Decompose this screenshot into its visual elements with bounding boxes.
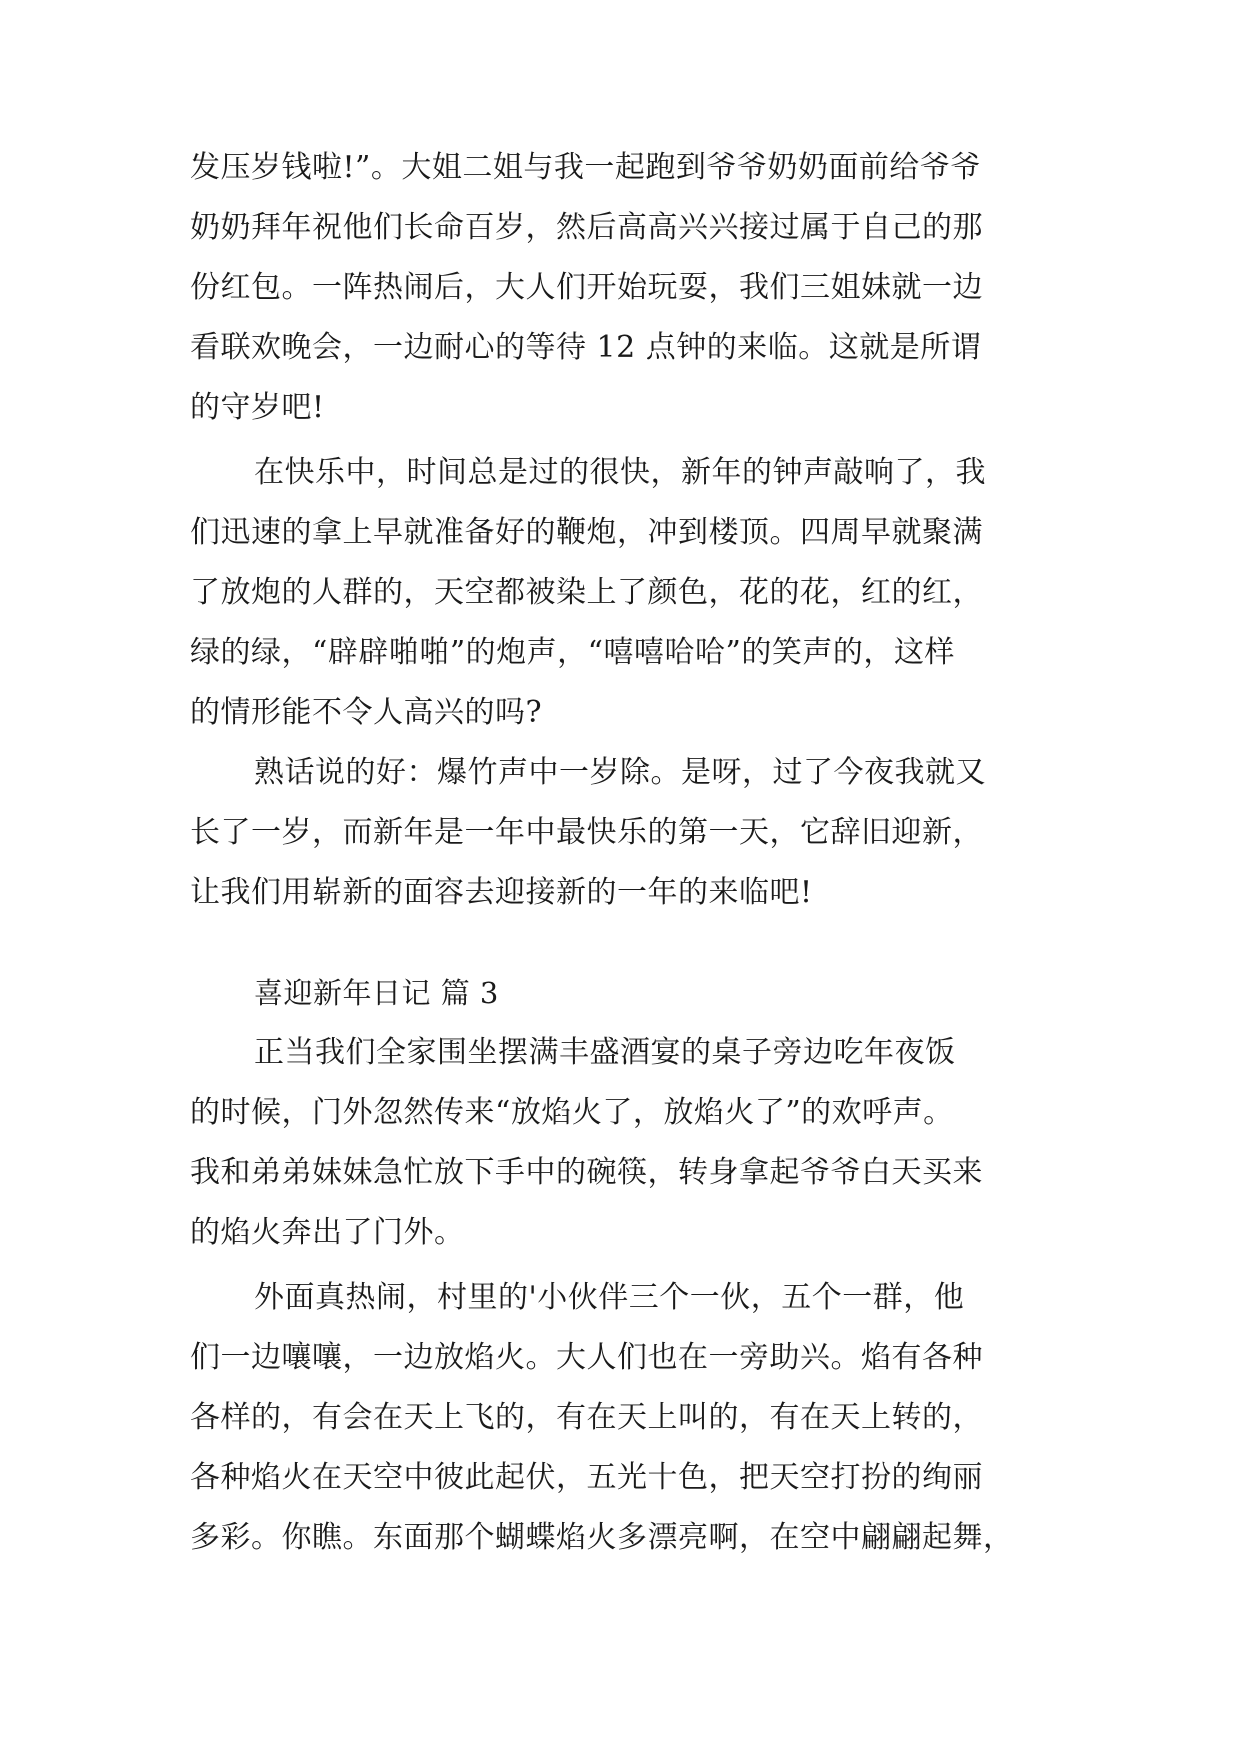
paragraph-line: 的时候，门外忽然传来“放焰火了，放焰火了”的欢呼声。 [190,1095,954,1130]
paragraph-line: 们迅速的拿上早就准备好的鞭炮，冲到楼顶。四周早就聚满 [190,515,983,550]
paragraph-line: 看联欢晚会，一边耐心的等待 12 点钟的来临。这就是所谓 [190,330,982,365]
paragraph-line: 奶奶拜年祝他们长命百岁，然后高高兴兴接过属于自己的那 [190,210,983,245]
paragraph-line: 我和弟弟妹妹急忙放下手中的碗筷，转身拿起爷爷白天买来 [190,1155,983,1190]
paragraph-line: 正当我们全家围坐摆满丰盛酒宴的桌子旁边吃年夜饭 [254,1035,956,1070]
paragraph-line: 在快乐中，时间总是过的很快，新年的钟声敲响了，我 [254,455,986,490]
paragraph-line: 多彩。你瞧。东面那个蝴蝶焰火多漂亮啊，在空中翩翩起舞， [190,1520,1014,1555]
paragraph-line: 熟话说的好：爆竹声中一岁除。是呀，过了今夜我就又 [254,755,986,790]
paragraph-line: 各样的，有会在天上飞的，有在天上叫的，有在天上转的， [190,1400,983,1435]
paragraph-line: 外面真热闹，村里的'小伙伴三个一伙，五个一群，他 [254,1280,965,1315]
paragraph-line: 让我们用崭新的面容去迎接新的一年的来临吧! [190,875,813,910]
section-heading: 喜迎新年日记 篇 3 [254,976,499,1010]
paragraph-line: 的焰火奔出了门外。 [190,1215,465,1250]
paragraph-line: 的守岁吧! [190,390,325,425]
paragraph-line: 的情形能不令人高兴的吗? [190,695,543,730]
paragraph-line: 各种焰火在天空中彼此起伏，五光十色，把天空打扮的绚丽 [190,1460,983,1495]
paragraph-line: 们一边嚷嚷，一边放焰火。大人们也在一旁助兴。焰有各种 [190,1340,983,1375]
paragraph-line: 绿的绿，“辟辟啪啪”的炮声，“嘻嘻哈哈”的笑声的，这样 [190,635,955,670]
paragraph-line: 了放炮的人群的，天空都被染上了颜色，花的花，红的红， [190,575,983,610]
paragraph-line: 发压岁钱啦!”。大姐二姐与我一起跑到爷爷奶奶面前给爷爷 [190,150,981,185]
paragraph-line: 份红包。一阵热闹后，大人们开始玩耍，我们三姐妹就一边 [190,270,983,305]
paragraph-line: 长了一岁，而新年是一年中最快乐的第一天，它辞旧迎新， [190,815,983,850]
